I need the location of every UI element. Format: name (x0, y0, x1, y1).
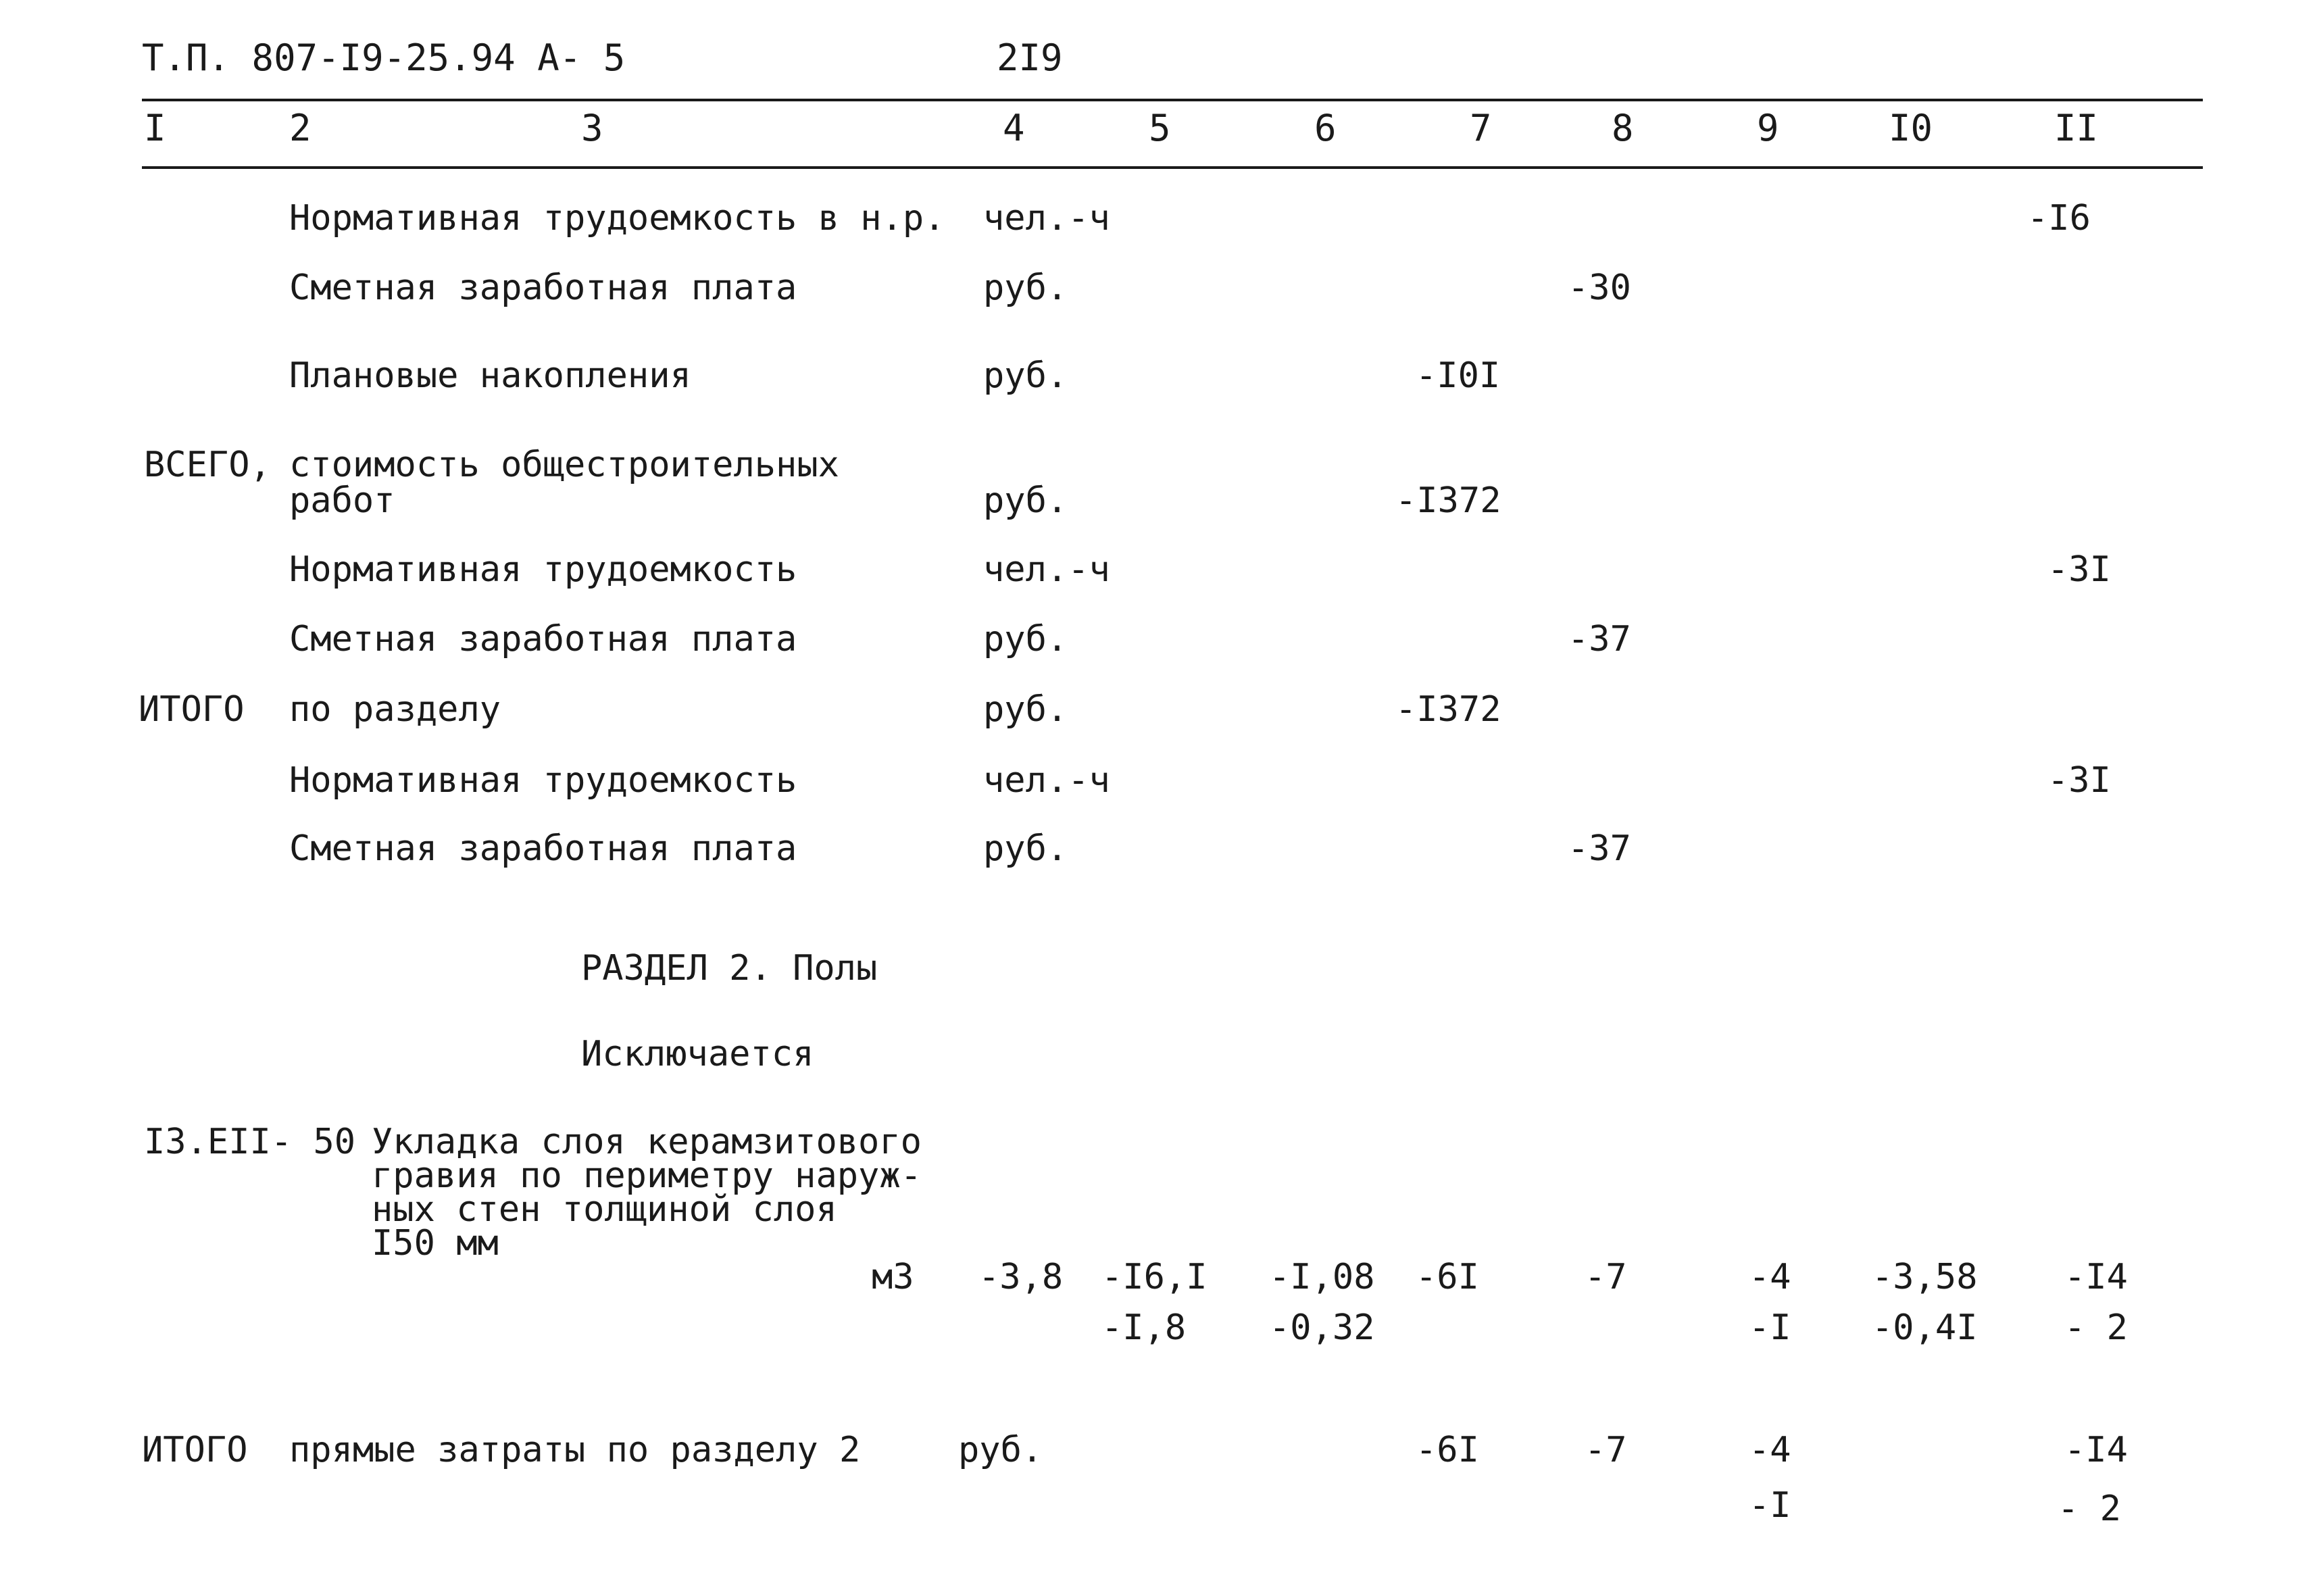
row-prefix: ВСЕГО, (144, 445, 271, 485)
column-header-6: 6 (1314, 107, 1337, 149)
item-value-col10: -3,58 (1872, 1257, 1978, 1297)
header-rule-bottom (142, 166, 2203, 169)
document-id: Т.П. 807-I9-25.94 А- 5 (142, 36, 626, 79)
column-header-5: 5 (1149, 107, 1171, 149)
row-prefix: ИТОГО (139, 689, 245, 730)
row-name: Плановые накопления (289, 355, 691, 396)
row-name-line1: стоимость общестроительных (289, 445, 839, 485)
row-value-col8: -37 (1568, 828, 1631, 869)
row-name: Нормативная трудоемкость (289, 549, 797, 590)
row-unit: чел.-ч (983, 198, 1110, 239)
row-name: Сметная заработная плата (289, 268, 797, 308)
total-value-col9: -4 (1749, 1430, 1791, 1470)
item-unit: м3 (872, 1257, 914, 1297)
column-header-1: I (144, 107, 166, 149)
section-title: РАЗДЕЛ 2. Полы (581, 948, 878, 989)
item-desc-line1: Укладка слоя керамзитового (372, 1122, 922, 1162)
row-value-col8: -30 (1568, 268, 1631, 308)
item-value-col4: -3,8 (978, 1257, 1064, 1297)
item-value-col11-b: - 2 (2064, 1307, 2128, 1348)
item-value-col5: -I6,I (1101, 1257, 1208, 1297)
row-unit: руб. (983, 828, 1068, 869)
column-header-3: 3 (581, 107, 603, 149)
item-value-col9: -4 (1749, 1257, 1791, 1297)
row-unit: чел.-ч (983, 549, 1110, 590)
item-value-col5-b: -I,8 (1101, 1307, 1187, 1348)
row-value-col8: -37 (1568, 619, 1631, 659)
total-label: ИТОГО (142, 1430, 248, 1470)
row-value-col7: -I372 (1395, 689, 1501, 730)
item-desc-line4: I50 мм (372, 1223, 499, 1264)
total-value-col7: -6I (1416, 1430, 1479, 1470)
column-header-2: 2 (289, 107, 312, 149)
item-value-col11: -I4 (2064, 1257, 2128, 1297)
column-header-9: 9 (1757, 107, 1779, 149)
row-value-col7: -I0I (1416, 355, 1501, 396)
row-value-col11: -3I (2047, 760, 2111, 801)
item-desc-line2: гравия по периметру наруж- (372, 1155, 922, 1196)
column-header-4: 4 (1003, 107, 1025, 149)
row-value-col11: -I6 (2027, 198, 2091, 239)
row-name: Нормативная трудоемкость в н.р. (289, 198, 945, 239)
item-desc-line3: ных стен толщиной слоя (372, 1189, 837, 1230)
row-unit: руб. (983, 480, 1068, 521)
total-value-col8: -7 (1585, 1430, 1627, 1470)
total-value-col11: -I4 (2064, 1430, 2128, 1470)
item-value-col6: -I,08 (1269, 1257, 1375, 1297)
column-header-8: 8 (1612, 107, 1634, 149)
row-name: Нормативная трудоемкость (289, 760, 797, 801)
item-value-col8: -7 (1585, 1257, 1627, 1297)
item-value-col10-b: -0,4I (1872, 1307, 1978, 1348)
header-rule-top (142, 99, 2203, 101)
page-number: 2I9 (997, 36, 1063, 79)
row-unit: чел.-ч (983, 760, 1110, 801)
row-value-col11: -3I (2047, 549, 2111, 590)
row-unit: руб. (983, 689, 1068, 730)
row-value-col7: -I372 (1395, 480, 1501, 521)
total-name: прямые затраты по разделу 2 (289, 1430, 861, 1470)
total-value-col11-b: - 2 (2058, 1489, 2121, 1529)
row-name: Сметная заработная плата (289, 828, 797, 869)
row-unit: руб. (983, 355, 1068, 396)
column-header-11: II (2054, 107, 2099, 149)
row-unit: руб. (983, 619, 1068, 659)
total-value-col9-b: -I (1749, 1485, 1791, 1526)
item-value-col6-b: -0,32 (1269, 1307, 1375, 1348)
row-name: по разделу (289, 689, 501, 730)
column-header-7: 7 (1470, 107, 1492, 149)
section-subtitle: Исключается (581, 1034, 814, 1074)
column-header-10: I0 (1889, 107, 1933, 149)
row-unit: руб. (983, 268, 1068, 308)
item-code: I3.ЕII- 50 (144, 1122, 356, 1162)
row-name-line2: работ (289, 480, 395, 521)
item-value-col7: -6I (1416, 1257, 1479, 1297)
item-value-col9-b: -I (1749, 1307, 1791, 1348)
total-unit: руб. (958, 1430, 1043, 1470)
row-name: Сметная заработная плата (289, 619, 797, 659)
